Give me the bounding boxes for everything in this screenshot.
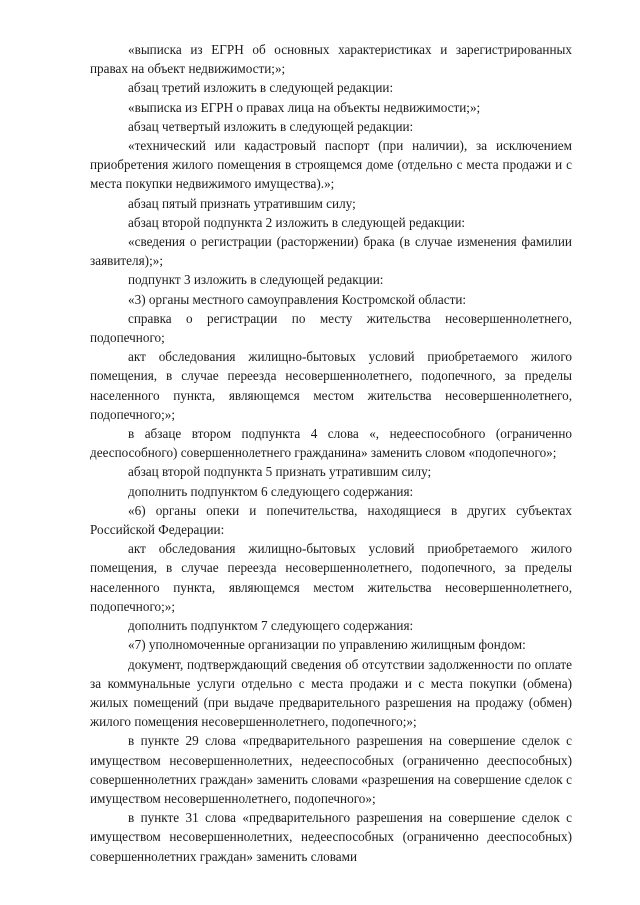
paragraph-11: справка о регистрации по месту жительства несовершеннолетнего, подопечного; xyxy=(90,310,572,346)
paragraph-5: «технический или кадастровый паспорт (при наличии), за исключением приобретения жилого помещения в строящемся доме (отдельно с места продажи и с места покупки недвижимого имущества).»; xyxy=(90,138,572,192)
paragraph-4: абзац четвертый изложить в следующей редакции: xyxy=(128,118,414,134)
paragraph-19: «7) уполномоченные организации по управлению жилищным фондом: xyxy=(128,637,526,653)
paragraph-13: в абзаце втором подпункта 4 слова «, недееспособного (ограниченно дееспособного) совершеннолетнего гражданина» заменить словом «подопечного»; xyxy=(90,426,572,461)
paragraph-2: абзац третий изложить в следующей редакции: xyxy=(128,80,394,96)
paragraph-17: акт обследования жилищно-бытовых условий приобретаемого жилого помещения, в случае переезда несовершеннолетнего, подопечного, за пределы населенного пункта, являющемся местом жительства несовершеннолетнего, подопечного;»; xyxy=(90,541,572,614)
paragraph-14: абзац второй подпункта 5 признать утратившим силу; xyxy=(128,464,432,480)
paragraph-20: документ, подтверждающий сведения об отсутствии задолженности по оплате за коммунальные услуги отдельно с места продажи и с места покупки (обмена) жилых помещений (при выдаче предварительного разрешения на продажу (обмен) жилого помещения несовершеннолетнего, подопечного;»; xyxy=(90,656,572,730)
document-page xyxy=(90,40,572,866)
paragraph-18: дополнить подпунктом 7 следующего содержания: xyxy=(128,618,414,634)
paragraph-22: в пункте 31 слова «предварительного разрешения на совершение сделок с имуществом несовершеннолетних, недееспособных (ограниченно дееспособных) совершеннолетних граждан» заменить словами xyxy=(90,810,572,864)
paragraph-1: «выписка из ЕГРН об основных характеристиках и зарегистрированных правах на объект недвижимости;»; xyxy=(90,42,572,77)
paragraph-16: «6) органы опеки и попечительства, находящиеся в других субъектах Российской Федерации: xyxy=(90,502,572,538)
paragraph-9: подпункт 3 изложить в следующей редакции: xyxy=(128,272,384,288)
paragraph-7: абзац второй подпункта 2 изложить в следующей редакции: xyxy=(128,214,466,230)
paragraph-3: «выписка из ЕГРН о правах лица на объекты недвижимости;»; xyxy=(128,99,481,115)
paragraph-8: «сведения о регистрации (расторжении) брака (в случае изменения фамилии заявителя);»; xyxy=(90,234,572,269)
paragraph-10: «3) органы местного самоуправления Костромской области: xyxy=(128,291,467,307)
paragraph-12: акт обследования жилищно-бытовых условий приобретаемого жилого помещения, в случае переезда несовершеннолетнего, подопечного, за пределы населенного пункта, являющемся местом жительства несовершеннолетнего, подопечного;»; xyxy=(90,349,572,422)
paragraph-21: в пункте 29 слова «предварительного разрешения на совершение сделок с имуществом несовершеннолетних, недееспособных (ограниченно дееспособных) совершеннолетних граждан» заменить словами «разрешения на совершение сделок с имуществом несовершеннолетнего, подопечного»; xyxy=(90,733,572,806)
paragraph-15: дополнить подпунктом 6 следующего содержания: xyxy=(128,483,414,499)
paragraph-6: абзац пятый признать утратившим силу; xyxy=(128,195,356,211)
